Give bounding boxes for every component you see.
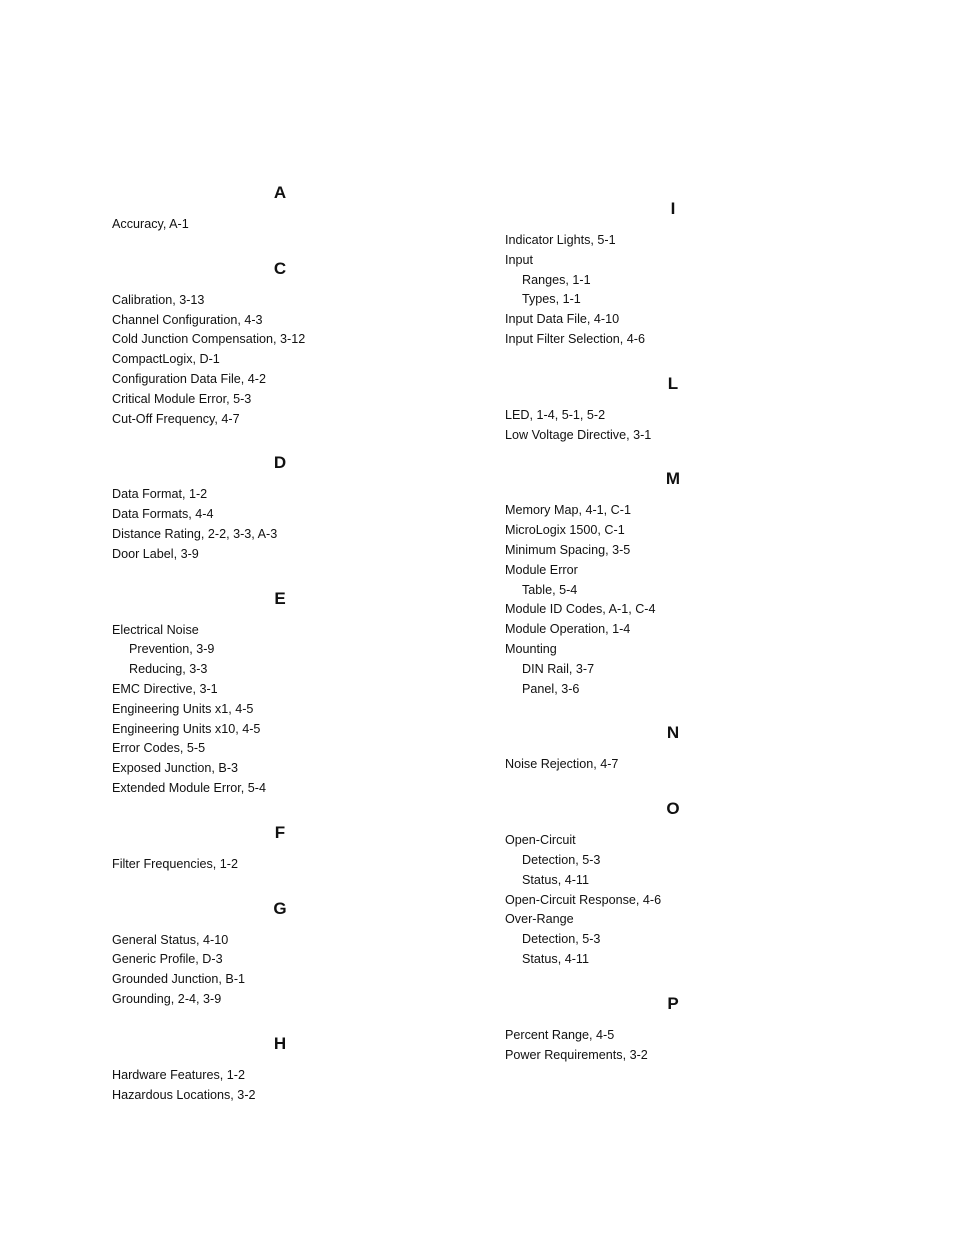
index-subentry: Status, 4-11 [522, 872, 589, 887]
index-subentry: DIN Rail, 3-7 [522, 661, 595, 676]
index-entry: Mounting [505, 641, 557, 656]
section-letter: O [666, 799, 680, 819]
index-entry: Grounded Junction, B-1 [112, 972, 246, 987]
index-entry: MicroLogix 1500, C-1 [505, 523, 625, 538]
index-entry: Power Requirements, 3-2 [505, 1047, 648, 1062]
section-letter: N [666, 723, 680, 743]
index-entry: Critical Module Error, 5-3 [112, 391, 252, 406]
index-entry: Accuracy, A-1 [112, 217, 189, 231]
index-entry: CompactLogix, D-1 [112, 352, 220, 367]
index-entry: EMC Directive, 3-1 [112, 681, 218, 696]
index-section-m [505, 467, 845, 721]
index-entry: Indicator Lights, 5-1 [505, 233, 616, 247]
index-subentry: Reducing, 3-3 [129, 662, 208, 677]
index-subentry: Prevention, 3-9 [129, 642, 215, 657]
index-entry: Data Format, 1-2 [112, 487, 208, 502]
index-subentry: Panel, 3-6 [522, 681, 580, 696]
section-letter: E [274, 588, 286, 608]
index-entry: Engineering Units x1, 4-5 [112, 701, 254, 716]
index-entry: Calibration, 3-13 [112, 292, 205, 307]
index-entry: Module ID Codes, A-1, C-4 [505, 602, 656, 617]
index-entry: Input [505, 252, 534, 267]
index-entry: Grounding, 2-4, 3-9 [112, 991, 222, 1006]
index-entry: Cut-Off Frequency, 4-7 [112, 411, 240, 426]
index-section-a [112, 181, 452, 257]
index-entry: Hazardous Locations, 3-2 [112, 1087, 256, 1102]
index-subentry: Detection, 5-3 [522, 852, 601, 867]
section-letter: M [665, 469, 681, 489]
index-entry: LED, 1-4, 5-1, 5-2 [505, 407, 606, 422]
index-column-left [112, 181, 452, 1105]
section-letter: I [670, 199, 676, 218]
index-entry: Extended Module Error, 5-4 [112, 780, 267, 795]
index-entry: Percent Range, 4-5 [505, 1027, 615, 1042]
index-section-d [112, 451, 452, 586]
section-letter: L [667, 373, 679, 393]
index-entry: Input Filter Selection, 4-6 [505, 331, 646, 346]
index-entry: Noise Rejection, 4-7 [505, 757, 619, 772]
index-subentry: Ranges, 1-1 [522, 272, 591, 287]
section-letter: G [273, 898, 287, 918]
index-section-i [505, 197, 845, 372]
section-letter: A [273, 183, 287, 202]
index-entry: Memory Map, 4-1, C-1 [505, 503, 631, 518]
index-entry: Data Formats, 4-4 [112, 507, 214, 522]
section-letter: C [273, 258, 287, 278]
index-entry: Module Operation, 1-4 [505, 622, 631, 637]
index-entry: Filter Frequencies, 1-2 [112, 856, 238, 871]
index-entry: Open-Circuit [505, 833, 576, 848]
index-entry: Cold Junction Compensation, 3-12 [112, 332, 306, 347]
index-section-e [112, 587, 452, 821]
index-entry: General Status, 4-10 [112, 932, 229, 947]
index-entry: Over-Range [505, 912, 574, 927]
index-entry: Channel Configuration, 4-3 [112, 312, 263, 327]
index-section-c [112, 257, 452, 452]
index-entry: Generic Profile, D-3 [112, 952, 223, 967]
index-section-n [505, 721, 845, 797]
index-subentry: Table, 5-4 [522, 582, 578, 597]
index-entry: Input Data File, 4-10 [505, 312, 620, 327]
index-section-p [505, 992, 845, 1066]
index-entry: Distance Rating, 2-2, 3-3, A-3 [112, 526, 278, 541]
index-subentry: Status, 4-11 [522, 951, 589, 966]
index-section-l [505, 372, 845, 468]
index-entry: Hardware Features, 1-2 [112, 1067, 245, 1082]
section-letter: F [274, 822, 286, 842]
index-section-f [112, 821, 452, 897]
section-letter: D [273, 453, 287, 473]
section-letter: H [273, 1033, 287, 1053]
index-entry: Low Voltage Directive, 3-1 [505, 427, 652, 442]
index-subentry: Types, 1-1 [522, 292, 581, 307]
index-entry: Electrical Noise [112, 622, 199, 637]
index-section-o [505, 797, 845, 992]
index-entry: Exposed Junction, B-3 [112, 761, 239, 776]
index-column-right [505, 197, 845, 1065]
section-letter: P [667, 993, 679, 1013]
index-entry: Engineering Units x10, 4-5 [112, 721, 261, 736]
index-section-g [112, 897, 452, 1032]
index-subentry: Detection, 5-3 [522, 932, 601, 947]
index-entry: Error Codes, 5-5 [112, 741, 206, 756]
index-entry: Door Label, 3-9 [112, 546, 199, 561]
index-entry: Module Error [505, 562, 578, 577]
index-entry: Open-Circuit Response, 4-6 [505, 892, 662, 907]
index-entry: Configuration Data File, 4-2 [112, 371, 267, 386]
index-section-h [112, 1032, 452, 1106]
index-entry: Minimum Spacing, 3-5 [505, 542, 631, 557]
